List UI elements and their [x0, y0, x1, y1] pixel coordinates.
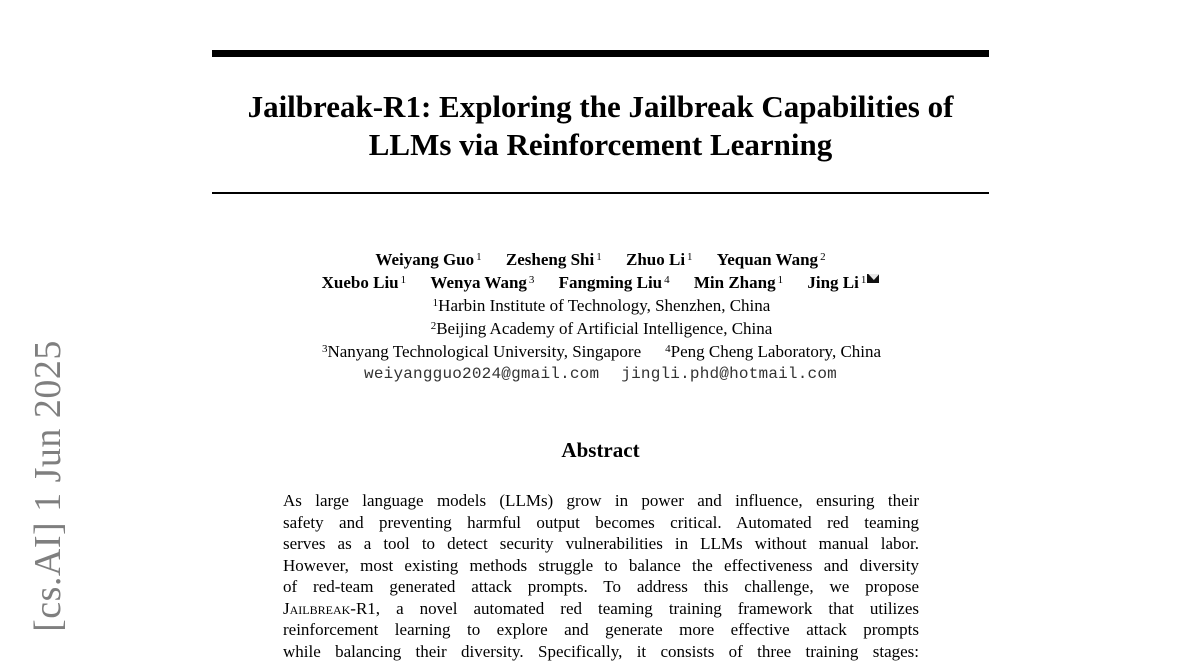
abstract-line: serves as a tool to detect security vulnerabilities in LLMs without manual labor.	[283, 533, 919, 555]
title-line-1: Jailbreak-R1: Exploring the Jailbreak Capabilities of	[212, 88, 989, 126]
author-weiyang-guo: Weiyang Guo $^1$	[375, 250, 481, 269]
author-emails	[212, 363, 989, 386]
author-row-2	[212, 271, 989, 294]
abstract-line: However, most existing methods struggle to balance the effectiveness and diversity	[283, 555, 919, 577]
affiliation-2: $^2$Beijing Academy of Artificial Intelligence, China	[212, 317, 989, 340]
author-zhuo-li: Zhuo Li $^1$	[626, 250, 693, 269]
author-zesheng-shi: Zesheng Shi $^1$	[506, 250, 602, 269]
paper-title	[212, 88, 989, 164]
author-fangming-liu: Fangming Liu $^4$	[559, 273, 670, 292]
abstract-line: of red-team generated attack prompts. To address this challenge, we propose	[283, 576, 919, 598]
abstract-body	[283, 490, 919, 662]
title-line-2: LLMs via Reinforcement Learning	[212, 126, 989, 164]
affiliation-3-4: $^3$Nanyang Technological University, Singapore $^4$Peng Cheng Laboratory, China	[212, 340, 989, 363]
envelope-icon	[867, 274, 879, 283]
title-top-rule	[212, 50, 989, 57]
abstract-heading: Abstract	[212, 438, 989, 463]
affiliation-1: $^1$Harbin Institute of Technology, Shenzhen, China	[212, 294, 989, 317]
abstract-line: safety and preventing harmful output becomes critical. Automated red teaming	[283, 512, 919, 534]
title-bottom-rule	[212, 192, 989, 194]
arxiv-identifier-stamp: [cs.AI] 1 Jun 2025	[26, 340, 70, 632]
author-block	[212, 248, 989, 386]
abstract-line: reinforcement learning to explore and generate more effective attack prompts	[283, 619, 919, 641]
abstract-line: while balancing their diversity. Specifically, it consists of three training stages:	[283, 641, 919, 662]
author-row-1	[212, 248, 989, 271]
abstract-line: Jailbreak-R1, a novel automated red teaming training framework that utilizes	[283, 598, 919, 620]
author-wenya-wang: Wenya Wang $^3$	[430, 273, 534, 292]
author-xuebo-liu: Xuebo Liu $^1$	[322, 273, 407, 292]
author-jing-li: Jing Li $^1$	[807, 273, 879, 292]
email-weiyang-guo[interactable]: weiyangguo2024@gmail.com	[364, 365, 599, 383]
abstract-line: As large language models (LLMs) grow in power and influence, ensuring their	[283, 490, 919, 512]
author-yequan-wang: Yequan Wang $^2$	[717, 250, 826, 269]
author-min-zhang: Min Zhang $^1$	[694, 273, 783, 292]
email-jing-li[interactable]: jingli.phd@hotmail.com	[621, 365, 837, 383]
method-name: Jailbreak-R1	[283, 599, 376, 618]
